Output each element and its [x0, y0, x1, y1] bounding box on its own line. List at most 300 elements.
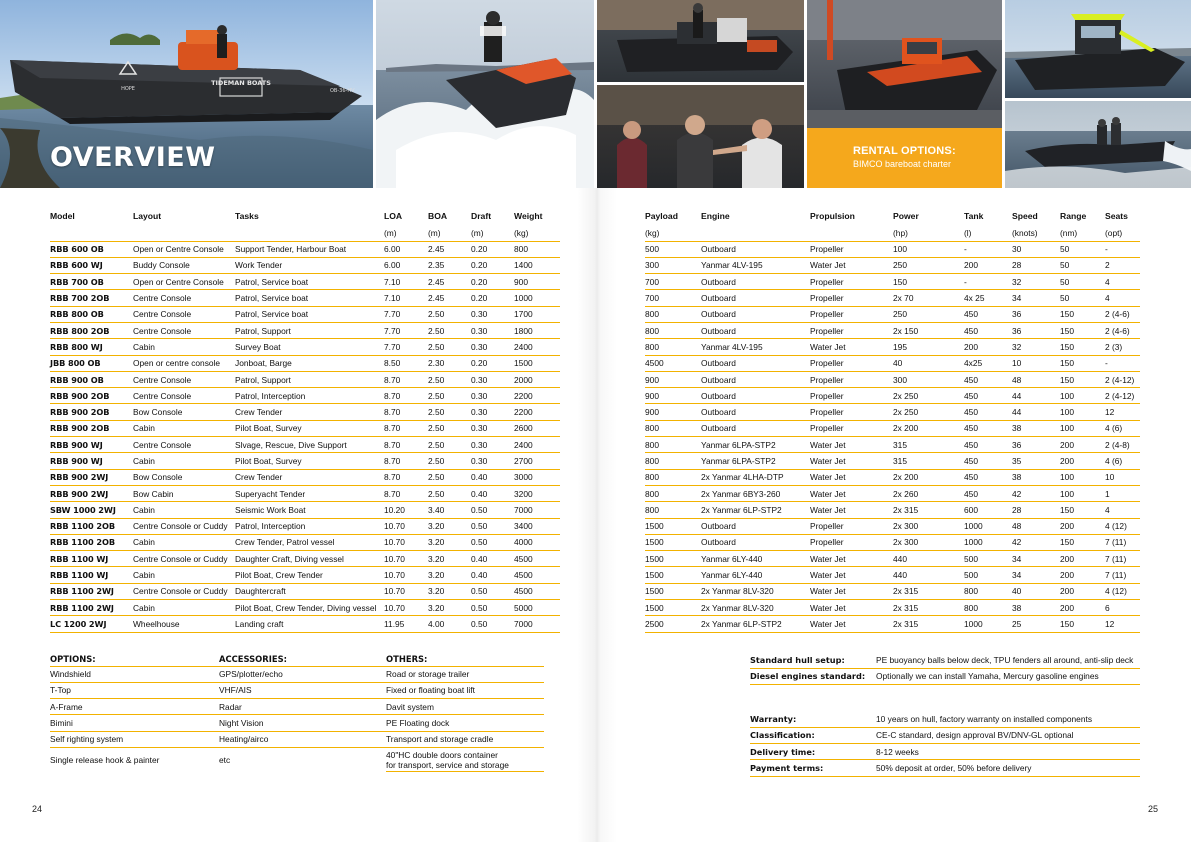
cell-propulsion: Water Jet	[810, 469, 893, 485]
cell-propulsion: Propeller	[810, 306, 893, 322]
cell-engine: Yanmar 6LPA-STP2	[701, 453, 810, 469]
cell-model: RBB 900 2OB	[50, 404, 133, 420]
unit-cell: (hp)	[893, 225, 964, 241]
table-row	[50, 290, 560, 306]
cell-payload: 1500	[645, 518, 701, 534]
terms-key: Diesel engines standard:	[750, 668, 876, 684]
cell-tasks: Support Tender, Harbour Boat	[235, 241, 384, 257]
cell-power: 2x 200	[893, 420, 964, 436]
rental-options-subtitle: BIMCO bareboat charter	[853, 159, 952, 169]
people-photo	[597, 85, 804, 188]
cell-tasks: Crew Tender	[235, 404, 384, 420]
cell-layout: Buddy Console	[133, 257, 235, 273]
cell-power: 2x 150	[893, 322, 964, 338]
accessory-item: GPS/plotter/echo	[219, 666, 386, 682]
cell-power: 2x 200	[893, 469, 964, 485]
cell-tank: -	[964, 241, 1012, 257]
table-row	[645, 371, 1140, 387]
cell-tasks: Superyacht Tender	[235, 485, 384, 501]
cell-layout: Centre Console	[133, 322, 235, 338]
cell-layout: Cabin	[133, 567, 235, 583]
cell-model: RBB 700 2OB	[50, 290, 133, 306]
cell-range: 150	[1060, 371, 1105, 387]
cell-tank: 800	[964, 600, 1012, 616]
cell-speed: 30	[1012, 241, 1060, 257]
cell-range: 100	[1060, 469, 1105, 485]
unit-cell	[50, 225, 133, 241]
cell-engine: Yanmar 4LV-195	[701, 257, 810, 273]
terms-value: PE buoyancy balls below deck, TPU fenders all around, anti-slip deck	[876, 652, 1140, 668]
cell-engine: Outboard	[701, 534, 810, 550]
cell-loa: 7.10	[384, 274, 428, 290]
cell-model: RBB 800 2OB	[50, 322, 133, 338]
cell-weight: 4000	[514, 534, 560, 550]
cell-loa: 8.50	[384, 355, 428, 371]
cell-draft: 0.30	[471, 437, 514, 453]
cell-propulsion: Propeller	[810, 274, 893, 290]
cell-power: 2x 315	[893, 502, 964, 518]
cell-power: 2x 250	[893, 404, 964, 420]
cell-layout: Bow Console	[133, 404, 235, 420]
cell-weight: 3000	[514, 469, 560, 485]
cell-weight: 5000	[514, 600, 560, 616]
cell-layout: Centre Console or Cuddy	[133, 551, 235, 567]
cell-propulsion: Water Jet	[810, 600, 893, 616]
cell-tank: 450	[964, 322, 1012, 338]
cell-model: RBB 1100 2OB	[50, 534, 133, 550]
other-item: PE Floating dock	[386, 715, 544, 731]
table-row	[645, 551, 1140, 567]
options-accessories-others-table	[50, 653, 544, 772]
cell-boa: 3.20	[428, 567, 471, 583]
cell-seats: 2 (3)	[1105, 339, 1140, 355]
table-row	[645, 502, 1140, 518]
spec-right-units-row	[645, 225, 1140, 241]
cell-seats: 4 (12)	[1105, 518, 1140, 534]
cell-seats: 12	[1105, 404, 1140, 420]
cell-draft: 0.50	[471, 600, 514, 616]
cell-payload: 800	[645, 453, 701, 469]
unit-cell: (nm)	[1060, 225, 1105, 241]
cell-range: 50	[1060, 241, 1105, 257]
cell-range: 150	[1060, 322, 1105, 338]
unit-cell: (kg)	[645, 225, 701, 241]
cell-seats: 4 (6)	[1105, 453, 1140, 469]
cell-boa: 3.20	[428, 583, 471, 599]
cell-tank: 800	[964, 583, 1012, 599]
terms-row	[750, 744, 1140, 760]
cell-weight: 2400	[514, 339, 560, 355]
cell-draft: 0.30	[471, 388, 514, 404]
table-row	[50, 583, 560, 599]
terms-key: Payment terms:	[750, 760, 876, 776]
cell-tank: 450	[964, 371, 1012, 387]
cell-loa: 8.70	[384, 469, 428, 485]
cell-loa: 8.70	[384, 437, 428, 453]
cell-tank: 4x25	[964, 355, 1012, 371]
cell-draft: 0.50	[471, 534, 514, 550]
cell-speed: 28	[1012, 257, 1060, 273]
cell-seats: 2 (4-6)	[1105, 322, 1140, 338]
list-row	[50, 747, 544, 771]
crane-photo	[807, 0, 1002, 128]
cell-power: 440	[893, 567, 964, 583]
cell-draft: 0.40	[471, 469, 514, 485]
cell-speed: 28	[1012, 502, 1060, 518]
terms-value: 8-12 weeks	[876, 744, 1140, 760]
cell-draft: 0.50	[471, 583, 514, 599]
cell-tasks: Crew Tender	[235, 469, 384, 485]
table-row	[645, 404, 1140, 420]
terms-value: CE-C standard, design approval BV/DNV-GL optional	[876, 727, 1140, 743]
cell-layout: Cabin	[133, 502, 235, 518]
unit-cell: (m)	[384, 225, 428, 241]
table-row	[50, 469, 560, 485]
cell-speed: 34	[1012, 551, 1060, 567]
cell-weight: 2400	[514, 437, 560, 453]
cell-weight: 1800	[514, 322, 560, 338]
cell-boa: 2.50	[428, 306, 471, 322]
cell-weight: 4500	[514, 583, 560, 599]
cell-tank: 450	[964, 469, 1012, 485]
cell-engine: 2x Yanmar 8LV-320	[701, 583, 810, 599]
cell-engine: Yanmar 6LY-440	[701, 551, 810, 567]
cell-payload: 900	[645, 388, 701, 404]
table-row	[645, 274, 1140, 290]
cell-seats: 7 (11)	[1105, 567, 1140, 583]
cell-tasks: Seismic Work Boat	[235, 502, 384, 518]
cell-tank: 200	[964, 257, 1012, 273]
cell-range: 100	[1060, 388, 1105, 404]
other-item: Fixed or floating boat lift	[386, 682, 544, 698]
table-row	[645, 355, 1140, 371]
sea-trial-photo	[1005, 101, 1191, 188]
cell-weight: 7000	[514, 616, 560, 632]
cell-propulsion: Water Jet	[810, 437, 893, 453]
warranty-delivery-terms-table	[750, 711, 1140, 777]
cell-power: 2x 250	[893, 388, 964, 404]
cell-engine: Outboard	[701, 371, 810, 387]
cell-weight: 7000	[514, 502, 560, 518]
option-item: Windshield	[50, 666, 219, 682]
option-item: Self righting system	[50, 731, 219, 747]
option-item: Single release hook & painter	[50, 754, 160, 765]
cell-payload: 800	[645, 339, 701, 355]
cell-payload: 800	[645, 306, 701, 322]
cell-layout: Cabin	[133, 600, 235, 616]
accessory-item: Heating/airco	[219, 731, 386, 747]
cell-propulsion: Water Jet	[810, 583, 893, 599]
list-row	[50, 731, 544, 747]
cell-layout: Bow Cabin	[133, 485, 235, 501]
accessory-item: etc	[219, 754, 231, 765]
cell-power: 2x 300	[893, 518, 964, 534]
cell-tank: 450	[964, 388, 1012, 404]
table-row	[50, 551, 560, 567]
cell-draft: 0.30	[471, 420, 514, 436]
unit-cell	[701, 225, 810, 241]
cell-weight: 2600	[514, 420, 560, 436]
cell-draft: 0.30	[471, 306, 514, 322]
terms-key: Warranty:	[750, 711, 876, 727]
cell-engine: 2x Yanmar 6LP-STP2	[701, 616, 810, 632]
col-header-tasks: Tasks	[235, 211, 259, 221]
cell-range: 200	[1060, 453, 1105, 469]
cell-power: 300	[893, 371, 964, 387]
cell-draft: 0.40	[471, 551, 514, 567]
cell-engine: Yanmar 6LPA-STP2	[701, 437, 810, 453]
cell-draft: 0.30	[471, 371, 514, 387]
unit-cell: (m)	[428, 225, 471, 241]
cell-model: RBB 900 2OB	[50, 420, 133, 436]
cell-loa: 8.70	[384, 485, 428, 501]
cell-tank: 4x 25	[964, 290, 1012, 306]
cell-power: 440	[893, 551, 964, 567]
cell-propulsion: Water Jet	[810, 502, 893, 518]
cell-range: 150	[1060, 306, 1105, 322]
table-row	[645, 583, 1140, 599]
cell-loa: 10.20	[384, 502, 428, 518]
cell-propulsion: Propeller	[810, 388, 893, 404]
cell-draft: 0.20	[471, 241, 514, 257]
cell-tank: 450	[964, 437, 1012, 453]
cell-boa: 4.00	[428, 616, 471, 632]
cell-draft: 0.20	[471, 290, 514, 306]
cell-loa: 6.00	[384, 241, 428, 257]
table-row	[645, 257, 1140, 273]
cell-draft: 0.40	[471, 567, 514, 583]
cell-seats: 4 (12)	[1105, 583, 1140, 599]
unit-cell: (l)	[964, 225, 1012, 241]
cell-tank: 450	[964, 485, 1012, 501]
cell-seats: 10	[1105, 469, 1140, 485]
cell-seats: 2 (4-6)	[1105, 306, 1140, 322]
cell-propulsion: Propeller	[810, 534, 893, 550]
cell-model: RBB 800 WJ	[50, 339, 133, 355]
cell-tasks: Patrol, Service boat	[235, 274, 384, 290]
terms-value: 10 years on hull, factory warranty on installed components	[876, 711, 1140, 727]
cell-loa: 8.70	[384, 388, 428, 404]
cell-model: RBB 900 2OB	[50, 388, 133, 404]
table-row	[50, 241, 560, 257]
cell-seats: 1	[1105, 485, 1140, 501]
table-row	[50, 616, 560, 632]
cell-model: RBB 900 OB	[50, 371, 133, 387]
page-spine-shadow	[577, 188, 617, 842]
cell-loa: 10.70	[384, 583, 428, 599]
cell-boa: 2.50	[428, 388, 471, 404]
cell-seats: 6	[1105, 600, 1140, 616]
table-row	[645, 420, 1140, 436]
col-header-draft: Draft	[471, 211, 492, 221]
cell-payload: 4500	[645, 355, 701, 371]
others-heading: OTHERS:	[386, 653, 544, 666]
accessory-item: Radar	[219, 699, 386, 715]
cell-model: SBW 1000 2WJ	[50, 502, 133, 518]
cell-model: RBB 600 OB	[50, 241, 133, 257]
cell-layout: Cabin	[133, 339, 235, 355]
page-number-right: 25	[1148, 804, 1159, 814]
cell-speed: 10	[1012, 355, 1060, 371]
cell-engine: Outboard	[701, 404, 810, 420]
cell-engine: Outboard	[701, 241, 810, 257]
cell-engine: Outboard	[701, 290, 810, 306]
cell-range: 200	[1060, 551, 1105, 567]
cell-boa: 2.45	[428, 274, 471, 290]
table-row	[50, 371, 560, 387]
cell-weight: 2000	[514, 371, 560, 387]
cell-layout: Centre Console or Cuddy	[133, 583, 235, 599]
table-row	[50, 404, 560, 420]
cell-speed: 36	[1012, 437, 1060, 453]
cell-loa: 11.95	[384, 616, 428, 632]
yellow-cabin-boat-photo	[1005, 0, 1191, 98]
cell-model: JBB 800 OB	[50, 355, 133, 371]
table-row	[645, 339, 1140, 355]
hull-registration: OB-36-HV	[330, 88, 355, 94]
cell-weight: 2200	[514, 404, 560, 420]
col-header-loa: LOA	[384, 211, 403, 221]
option-item: T-Top	[50, 682, 219, 698]
option-item: Bimini	[50, 715, 219, 731]
cell-payload: 1500	[645, 567, 701, 583]
cell-model: RBB 1100 2OB	[50, 518, 133, 534]
table-row	[50, 485, 560, 501]
table-row	[50, 306, 560, 322]
table-row	[50, 355, 560, 371]
cell-tank: 200	[964, 339, 1012, 355]
table-row	[50, 437, 560, 453]
cell-tank: 500	[964, 551, 1012, 567]
cell-power: 40	[893, 355, 964, 371]
terms-row	[750, 668, 1140, 684]
cell-weight: 3200	[514, 485, 560, 501]
cell-tasks: Daughtercraft	[235, 583, 384, 599]
col-header-engine: Engine	[701, 211, 730, 221]
cell-draft: 0.20	[471, 257, 514, 273]
cell-draft: 0.50	[471, 616, 514, 632]
table-row	[50, 339, 560, 355]
cell-speed: 42	[1012, 534, 1060, 550]
cell-model: RBB 700 OB	[50, 274, 133, 290]
terms-value: 50% deposit at order, 50% before delivery	[876, 760, 1140, 776]
cell-loa: 7.70	[384, 306, 428, 322]
cell-layout: Centre Console	[133, 388, 235, 404]
cell-loa: 10.70	[384, 600, 428, 616]
table-row	[645, 600, 1140, 616]
cell-propulsion: Propeller	[810, 420, 893, 436]
cell-payload: 800	[645, 469, 701, 485]
cell-speed: 36	[1012, 322, 1060, 338]
terms-key: Classification:	[750, 727, 876, 743]
cell-propulsion: Water Jet	[810, 485, 893, 501]
cell-tank: 450	[964, 420, 1012, 436]
cell-tank: 1000	[964, 534, 1012, 550]
cell-weight: 900	[514, 274, 560, 290]
cell-payload: 700	[645, 274, 701, 290]
cell-tasks: Patrol, Support	[235, 371, 384, 387]
cell-seats: -	[1105, 241, 1140, 257]
table-row	[645, 388, 1140, 404]
cell-tank: 500	[964, 567, 1012, 583]
cell-model: RBB 800 OB	[50, 306, 133, 322]
cell-speed: 34	[1012, 567, 1060, 583]
cell-loa: 8.70	[384, 453, 428, 469]
cell-boa: 3.20	[428, 518, 471, 534]
spec-right-header-row	[645, 207, 1140, 225]
table-row	[645, 322, 1140, 338]
cell-draft: 0.30	[471, 404, 514, 420]
table-row	[645, 534, 1140, 550]
cell-engine: Outboard	[701, 388, 810, 404]
cell-seats: 7 (11)	[1105, 551, 1140, 567]
cell-power: 2x 260	[893, 485, 964, 501]
table-row	[645, 485, 1140, 501]
cell-power: 250	[893, 257, 964, 273]
cell-tank: 450	[964, 453, 1012, 469]
cell-loa: 6.00	[384, 257, 428, 273]
cell-tank: 450	[964, 306, 1012, 322]
cell-draft: 0.30	[471, 322, 514, 338]
table-row	[50, 534, 560, 550]
cell-tank: 600	[964, 502, 1012, 518]
cell-model: RBB 1100 WJ	[50, 567, 133, 583]
cell-boa: 2.50	[428, 453, 471, 469]
cell-tasks: Daughter Craft, Diving vessel	[235, 551, 384, 567]
cell-speed: 40	[1012, 583, 1060, 599]
cell-engine: 2x Yanmar 6LP-STP2	[701, 502, 810, 518]
accessories-heading: ACCESSORIES:	[219, 653, 386, 666]
unit-cell	[235, 225, 384, 241]
cell-boa: 2.35	[428, 257, 471, 273]
cell-propulsion: Water Jet	[810, 453, 893, 469]
cell-seats: 2 (4-12)	[1105, 388, 1140, 404]
cell-engine: 2x Yanmar 4LHA-DTP	[701, 469, 810, 485]
cell-boa: 2.50	[428, 437, 471, 453]
cell-tank: 1000	[964, 616, 1012, 632]
table-row	[645, 453, 1140, 469]
cell-range: 50	[1060, 290, 1105, 306]
table-row	[50, 567, 560, 583]
cell-payload: 300	[645, 257, 701, 273]
cell-power: 315	[893, 437, 964, 453]
col-header-seats: Seats	[1105, 211, 1128, 221]
cell-propulsion: Water Jet	[810, 567, 893, 583]
cell-seats: 7 (11)	[1105, 534, 1140, 550]
cell-loa: 7.70	[384, 322, 428, 338]
cell-tasks: Pilot Boat, Crew Tender, Diving vessel	[235, 600, 384, 616]
cell-draft: 0.40	[471, 485, 514, 501]
cell-weight: 1700	[514, 306, 560, 322]
cell-speed: 38	[1012, 600, 1060, 616]
other-item: Davit system	[386, 699, 544, 715]
cell-payload: 800	[645, 420, 701, 436]
table-row	[50, 388, 560, 404]
cell-model: RBB 1100 WJ	[50, 551, 133, 567]
cell-layout: Bow Console	[133, 469, 235, 485]
cell-power: 100	[893, 241, 964, 257]
cell-weight: 3400	[514, 518, 560, 534]
cell-boa: 3.20	[428, 551, 471, 567]
cell-seats: 4	[1105, 290, 1140, 306]
cell-payload: 900	[645, 371, 701, 387]
cell-boa: 2.50	[428, 420, 471, 436]
cell-payload: 1500	[645, 551, 701, 567]
cell-propulsion: Propeller	[810, 241, 893, 257]
other-item: Road or storage trailer	[386, 666, 544, 682]
cell-speed: 32	[1012, 339, 1060, 355]
list-row	[50, 715, 544, 731]
